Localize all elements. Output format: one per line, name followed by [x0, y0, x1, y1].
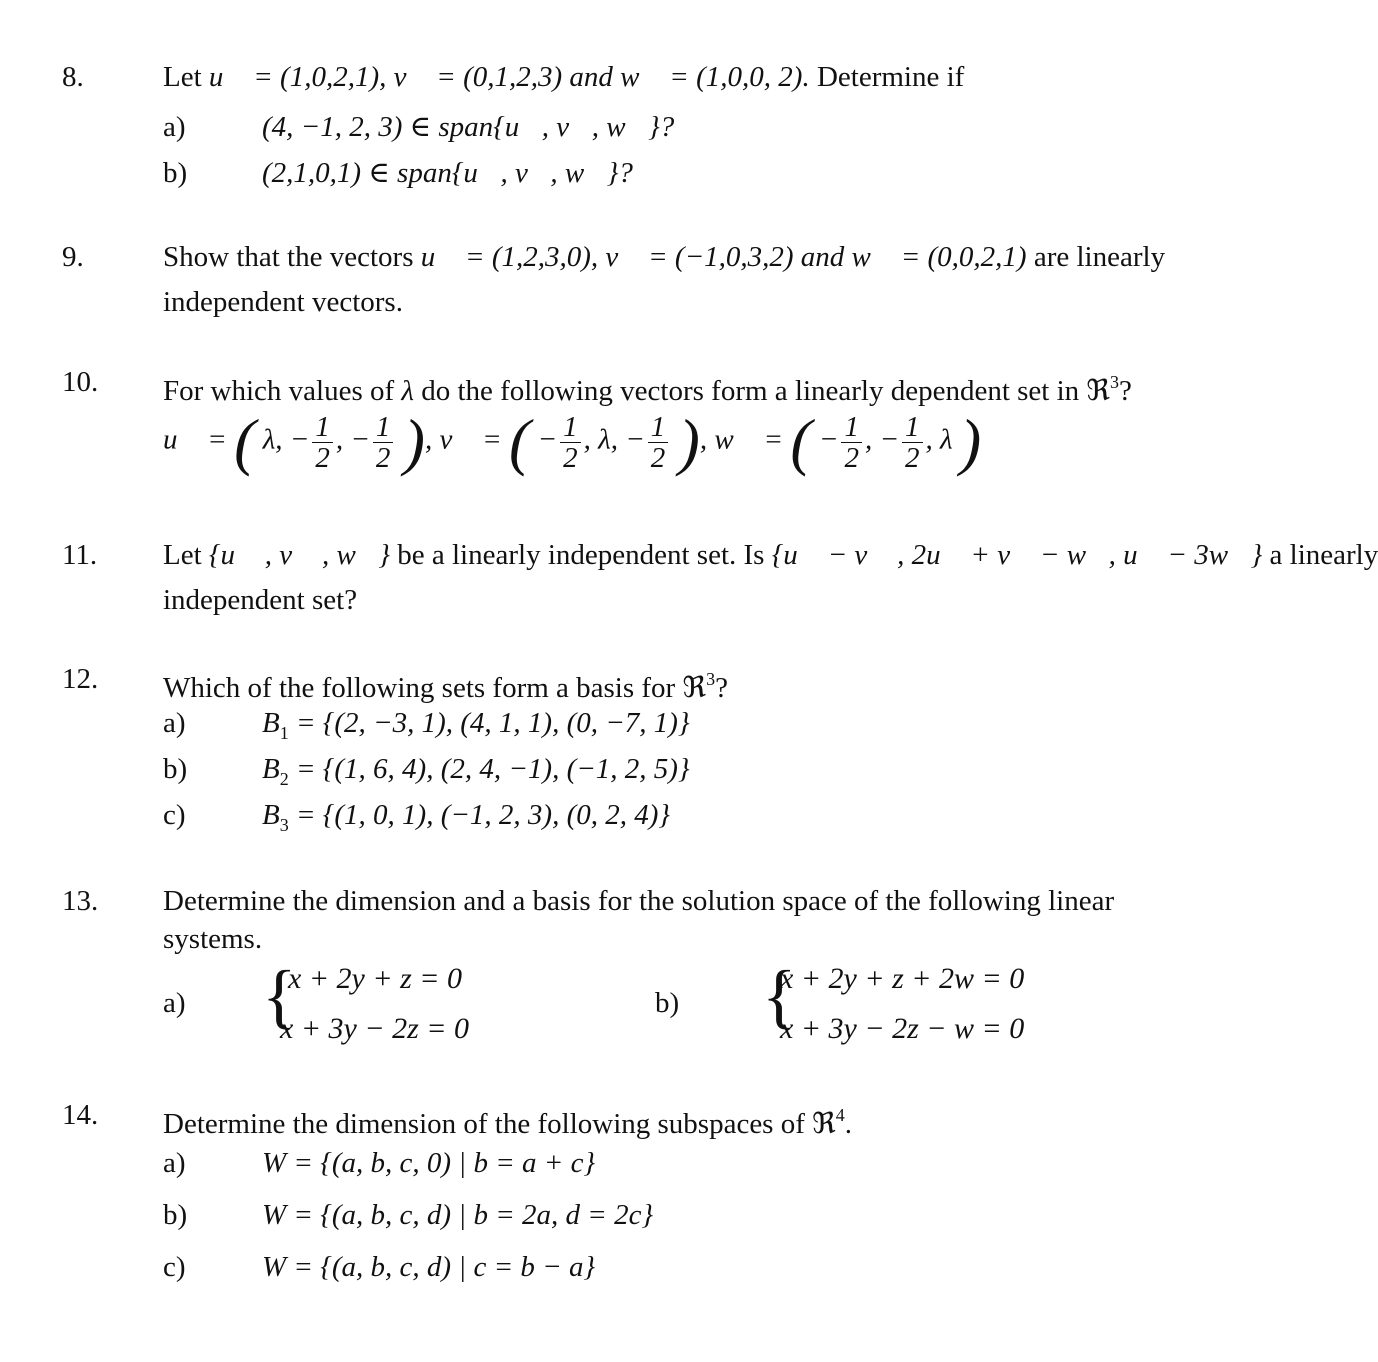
problem-8-vectors: u⃗ = (1,0,2,1), v⃗ = (0,1,2,3) and w⃗ = (1,0,0, 2).	[208, 61, 810, 93]
problem-12-part-b-label: b)	[163, 753, 188, 785]
real-space-symbol: ℜ$^4$	[812, 1105, 845, 1140]
problem-8-part-a-label: a)	[163, 111, 186, 143]
system-b-equation-1: x + 2y + z + 2w = 0	[780, 962, 1025, 995]
w-vector-label: w⃗ =	[714, 423, 784, 456]
problem-8-statement	[163, 60, 964, 94]
fraction-one-half: $\frac{1}{2}$	[841, 412, 862, 473]
problem-14-part-b-label: b)	[163, 1199, 188, 1231]
fraction-one-half: $\frac{1}{2}$	[648, 412, 669, 473]
problem-11-line-1	[163, 538, 1378, 572]
problem-12-part-c-label: c)	[163, 799, 186, 831]
problem-12-text: Which of the following sets form a basis for	[163, 672, 676, 704]
lambda-symbol: λ	[401, 375, 414, 407]
problem-12-number: 12.	[62, 663, 99, 695]
period: .	[844, 1108, 852, 1140]
problem-14-part-a-label: a)	[163, 1147, 186, 1179]
problem-14-text: Determine the dimension of the following subspaces of	[163, 1108, 805, 1140]
problem-11-text-end: a linearly	[1269, 539, 1378, 571]
fraction-one-half: $\frac{1}{2}$	[373, 412, 394, 473]
problem-12-part-a-math: $B_1 = \{(2$, −3, 1), (4, 1, 1), (0, −7, 1)}	[262, 707, 690, 743]
problem-14-part-b-math: W = {(a, b, c, d) | b = 2a, d = 2c}	[262, 1199, 654, 1231]
problem-9-number: 9.	[62, 241, 84, 273]
question-mark: ?	[715, 672, 728, 704]
problem-10-vectors: u⃗ = ( λ, − $\frac{1}{2}$ , − $\frac{1}{2}$ ), v⃗ = ( − $\frac{1}{2}$ , λ, − $\frac{1}{2}$ ), w⃗ = ( − $\frac{1}{2}$ , − $\frac{1}{2}$ , λ )	[163, 406, 982, 477]
problem-9-line-2: independent vectors.	[163, 286, 403, 318]
problem-13-part-b-label: b)	[655, 987, 680, 1019]
problem-14-statement	[163, 1098, 852, 1141]
system-b-brace: {	[762, 956, 797, 1036]
problem-10-text: For which values of	[163, 375, 395, 407]
problem-8-intro: Let	[163, 61, 202, 93]
fraction-one-half: $\frac{1}{2}$	[312, 412, 333, 473]
problem-8-part-b-label: b)	[163, 157, 188, 189]
real-space-symbol: ℜ$^3$	[1086, 372, 1120, 407]
problem-10-line-1	[163, 365, 1132, 408]
problem-9-text: Show that the vectors	[163, 241, 414, 273]
problem-11-set-2: {u⃗ − v⃗ , 2u⃗ + v⃗ − w⃗, u⃗ − 3w⃗}	[771, 539, 1263, 571]
problem-9-text-end: are linearly	[1033, 241, 1166, 273]
problem-9-line-1	[163, 240, 1165, 274]
system-a-brace: {	[262, 956, 297, 1036]
v-vector-label: v⃗ =	[439, 423, 502, 456]
problem-8-question: Determine if	[816, 61, 965, 93]
problem-14-number: 14.	[62, 1099, 99, 1131]
real-space-symbol: ℜ$^3$	[682, 669, 716, 704]
problem-11-line-2: independent set?	[163, 584, 358, 616]
problem-12-statement	[163, 662, 728, 705]
problem-14-part-a-math: W = {(a, b, c, 0) | b = a + c}	[262, 1147, 596, 1179]
problem-12-part-c-math: $B_3 = \{(1$, 0, 1), (−1, 2, 3), (0, 2, 4)}	[262, 799, 670, 835]
problem-13-part-a-label: a)	[163, 987, 186, 1019]
problem-9-vectors: u⃗ = (1,2,3,0), v⃗ = (−1,0,3,2) and w⃗ = (0,0,2,1)	[420, 241, 1027, 273]
fraction-one-half: $\frac{1}{2}$	[560, 412, 581, 473]
problem-11-set-1: {u⃗ , v⃗ , w⃗}	[208, 539, 390, 571]
problem-11-number: 11.	[62, 539, 98, 571]
problem-12-part-b-math: $B_2 = \{(1$, 6, 4), (2, 4, −1), (−1, 2, 5)}	[262, 753, 690, 789]
problem-12-part-a-label: a)	[163, 707, 186, 739]
problem-14-part-c-math: W = {(a, b, c, d) | c = b − a}	[262, 1251, 596, 1283]
problem-14-part-c-label: c)	[163, 1251, 186, 1283]
system-a-equation-1: x + 2y + z = 0	[288, 962, 463, 995]
problem-8-part-a-math: (4, −1, 2, 3) ∈ span{u⃗, v⃗, w⃗}?	[262, 111, 675, 143]
question-mark: ?	[1119, 375, 1132, 407]
problem-8-number: 8.	[62, 61, 84, 93]
problem-13-line-1: Determine the dimension and a basis for the solution space of the following linear	[163, 885, 1115, 917]
u-vector-label: u⃗ =	[163, 423, 227, 456]
system-a-equation-2: x + 3y − 2z = 0	[280, 1012, 470, 1045]
problem-11-text-mid: be a linearly independent set. Is	[397, 539, 765, 571]
problem-13-line-2: systems.	[163, 923, 263, 955]
system-b-equation-2: x + 3y − 2z − w = 0	[780, 1012, 1025, 1045]
problem-8-part-b-math: (2,1,0,1) ∈ span{u⃗, v⃗, w⃗}?	[262, 157, 633, 189]
problem-13-number: 13.	[62, 885, 99, 917]
problem-11-let: Let	[163, 539, 202, 571]
problem-10-text-2: do the following vectors form a linearly dependent set in	[421, 375, 1080, 407]
problem-10-number: 10.	[62, 366, 99, 398]
fraction-one-half: $\frac{1}{2}$	[902, 412, 923, 473]
